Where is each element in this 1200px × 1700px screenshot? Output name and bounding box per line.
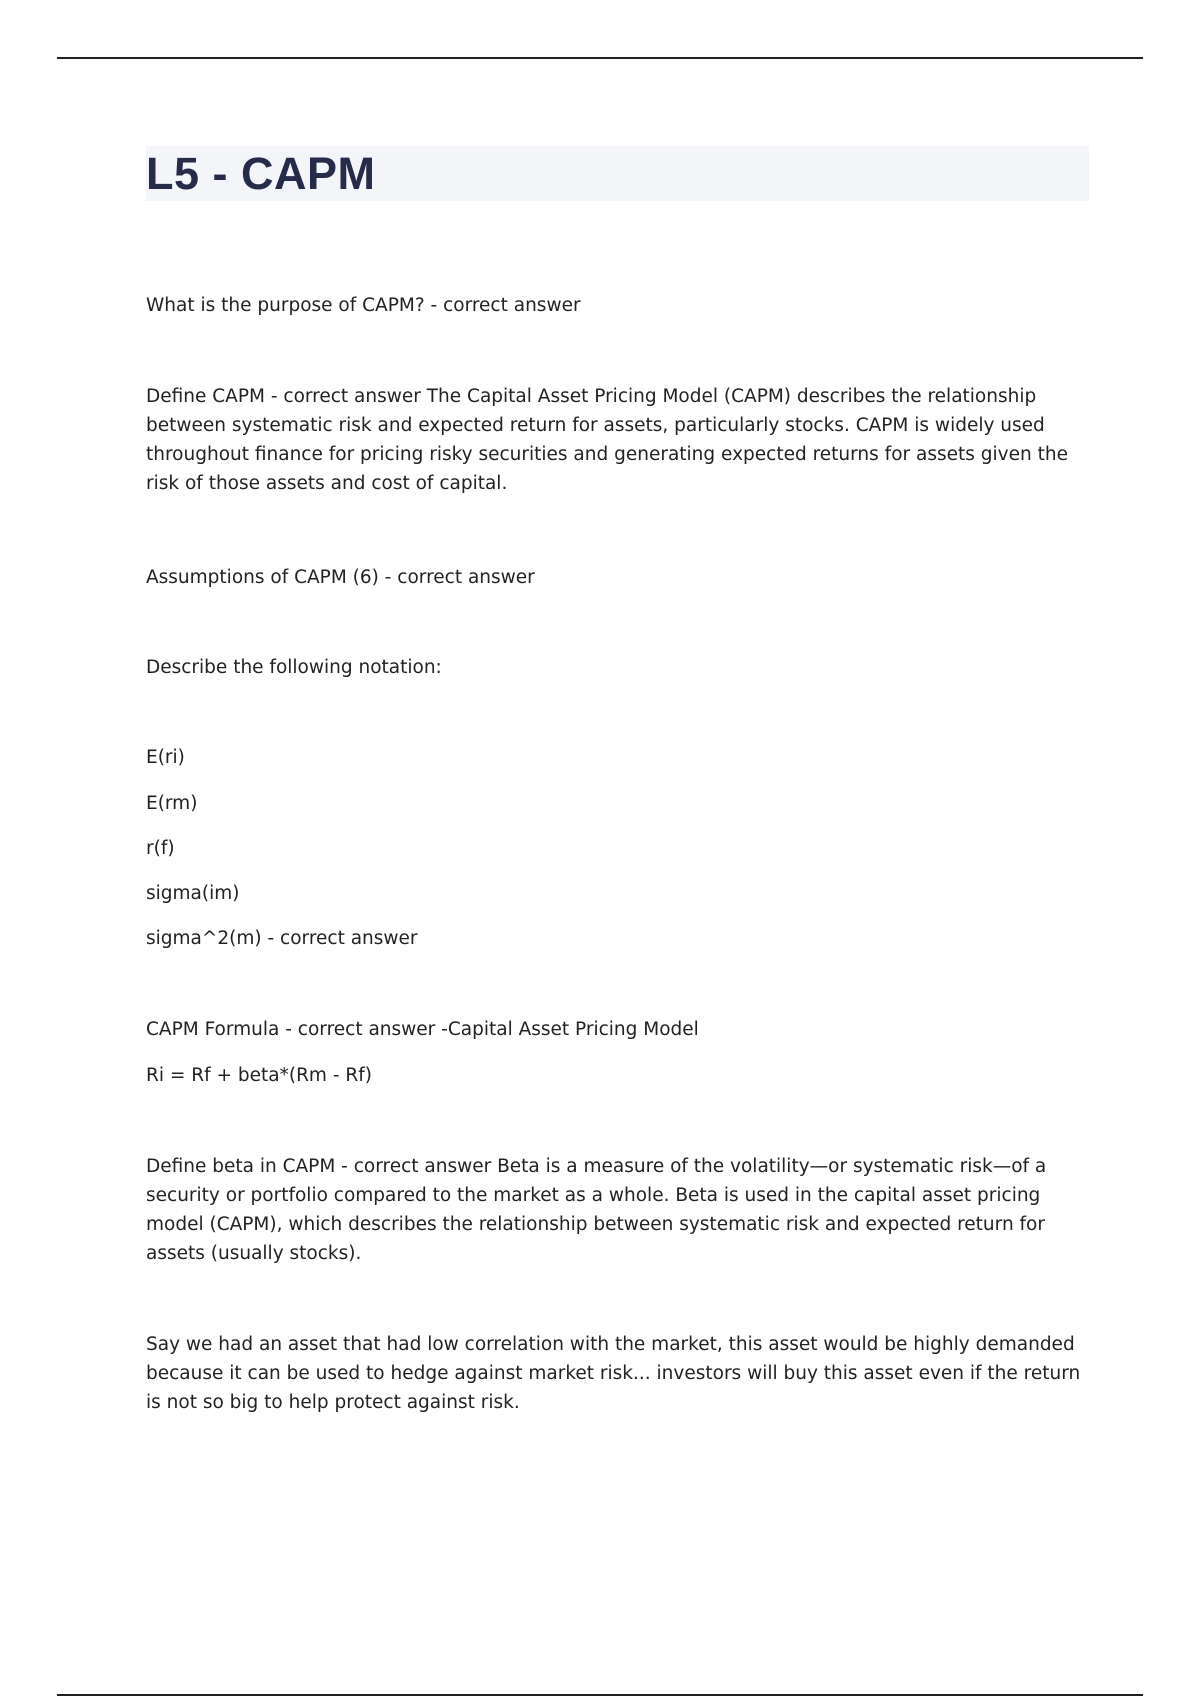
- page-title: L5 - CAPM: [146, 148, 376, 199]
- top-divider: [57, 57, 1143, 59]
- notation-item: sigma(im): [146, 883, 240, 904]
- question-define-beta: Define beta in CAPM - correct answer Beta is a measure of the volatility—or systematic risk—of a security or portfolio compared to the market as a whole. Beta is used in the capital asset pricing model (CAPM), which describes the relationship between systematic risk and expected return for assets (usually stocks).: [146, 1156, 1047, 1264]
- note-low-correlation-asset: Say we had an asset that had low correlation with the market, this asset would be highly demanded because it can be used to hedge against market risk... investors will buy this asset even if the return is not so big to help protect against risk.: [146, 1334, 1081, 1413]
- bottom-divider: [57, 1694, 1143, 1696]
- notation-item: sigma^2(m) - correct answer: [146, 928, 418, 949]
- notation-item: r(f): [146, 838, 175, 859]
- capm-formula-equation: Ri = Rf + beta*(Rm - Rf): [146, 1065, 372, 1086]
- question-define-capm: Define CAPM - correct answer The Capital Asset Pricing Model (CAPM) describes the relationship between systematic risk and expected return for assets, particularly stocks. CAPM is widely used throughout finance for pricing risky securities and generating expected returns for assets given the risk of those assets and cost of capital.: [146, 386, 1068, 494]
- question-capm-formula: CAPM Formula - correct answer -Capital Asset Pricing Model: [146, 1019, 699, 1040]
- question-notation-intro: Describe the following notation:: [146, 657, 442, 678]
- notation-item: E(rm): [146, 793, 198, 814]
- notation-item: E(ri): [146, 747, 185, 768]
- question-purpose-of-capm: What is the purpose of CAPM? - correct answer: [146, 295, 581, 316]
- question-assumptions-of-capm: Assumptions of CAPM (6) - correct answer: [146, 567, 535, 588]
